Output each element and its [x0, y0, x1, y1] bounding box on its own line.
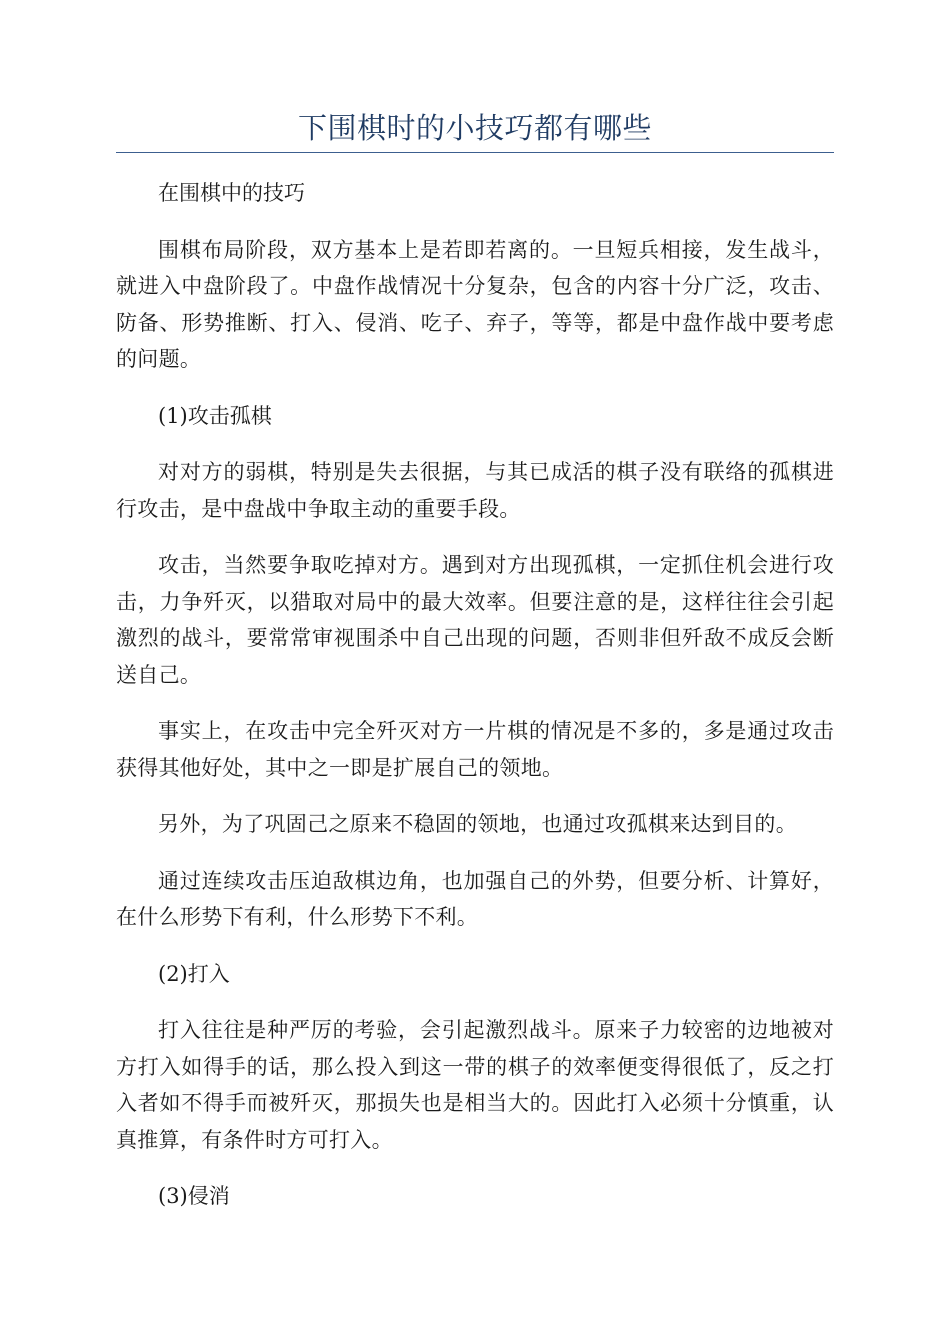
paragraph-attack-benefits: 事实上，在攻击中完全歼灭对方一片棋的情况是不多的，多是通过攻击获得其他好处，其中之一即是扩展自己的领地。	[116, 719, 834, 780]
section-heading-invasion: (2)打入	[158, 961, 230, 986]
paragraph-midgame-intro: 围棋布局阶段，双方基本上是若即若离的。一旦短兵相接，发生战斗，就进入中盘阶段了。中盘作战情况十分复杂，包含的内容十分广泛，攻击、防备、形势推断、打入、侵消、吃子、弃子，等等，都是中盘作战中要考虑的问题。	[116, 237, 834, 371]
paragraph-attack-weak-stones: 对对方的弱棋，特别是失去很据，与其已成活的棋子没有联络的孤棋进行攻击，是中盘战中争取主动的重要手段。	[116, 460, 834, 521]
paragraph-invasion: 打入往往是种严厉的考验，会引起激烈战斗。原来子力较密的边地被对方打入如得手的话，那么投入到这一带的棋子的效率便变得很低了，反之打入者如不得手而被歼灭，那损失也是相当大的。因此打入必须十分慎重，认真推算，有条件时方可打入。	[116, 1018, 834, 1152]
paragraph-continuous-attack: 通过连续攻击压迫敌棋边角，也加强自己的外势，但要分析、计算好，在什么形势下有利，什么形势下不利。	[116, 868, 834, 929]
paragraph-consolidate-territory: 另外，为了巩固己之原来不稳固的领地，也通过攻孤棋来达到目的。	[158, 812, 797, 836]
document-page	[116, 108, 834, 1235]
section-heading-reduction: (3)侵消	[158, 1184, 230, 1208]
paragraph-attack-capture: 攻击，当然要争取吃掉对方。遇到对方出现孤棋，一定抓住机会进行攻击，力争歼灭，以猎取对局中的最大效率。但要注意的是，这样往往会引起激烈的战斗，要常常审视围杀中自己出现的问题，否则非但歼敌不成反会断送自己。	[116, 553, 834, 687]
document-title: 下围棋时的小技巧都有哪些	[297, 111, 652, 145]
title-underline	[116, 152, 834, 153]
section-heading-attack-isolated: (1)攻击孤棋	[158, 403, 272, 428]
section-heading-techniques: 在围棋中的技巧	[158, 181, 305, 205]
